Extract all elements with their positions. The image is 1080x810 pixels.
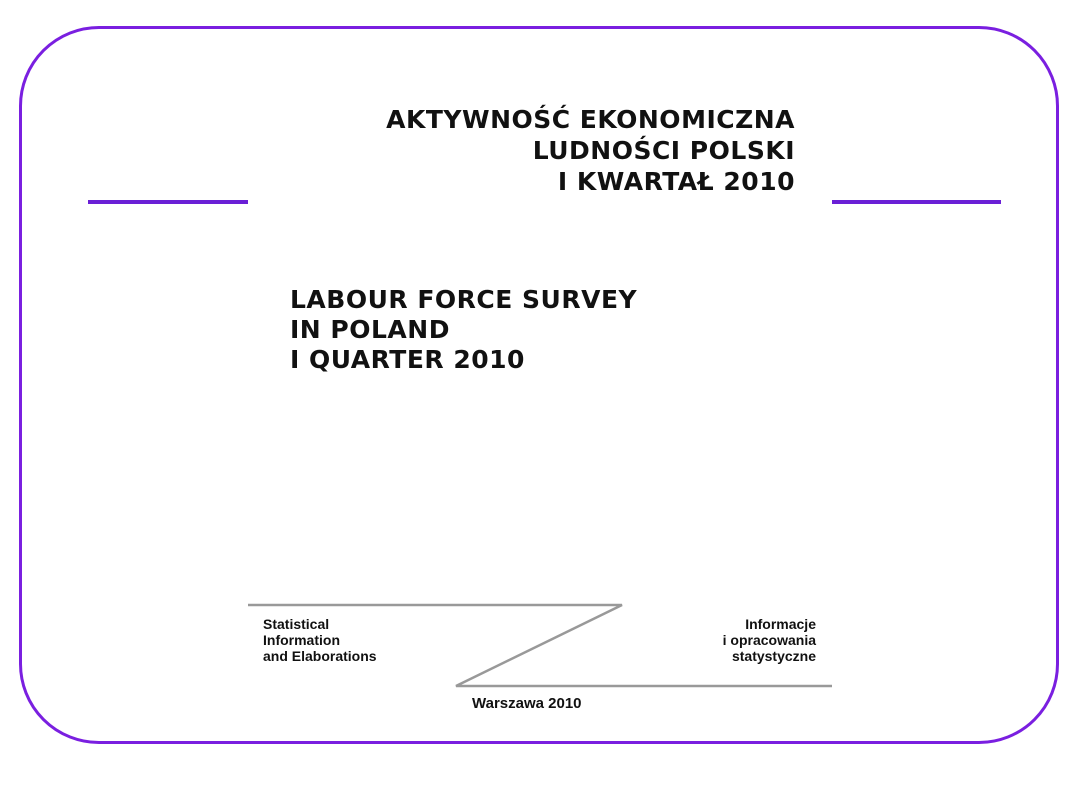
- place-and-year: Warszawa 2010: [472, 695, 582, 712]
- series-en-line-2: Information: [263, 632, 340, 648]
- series-en-line-3: and Elaborations: [263, 648, 377, 664]
- polish-title: [386, 104, 795, 197]
- english-title: [290, 285, 637, 375]
- english-title-line-3: I QUARTER 2010: [290, 345, 525, 374]
- right-purple-rule: [832, 200, 1001, 204]
- english-title-line-2: IN POLAND: [290, 315, 450, 344]
- polish-title-line-2: LUDNOŚCI POLSKI: [532, 136, 795, 165]
- series-pl-line-1: Informacje: [745, 616, 816, 632]
- series-en-line-1: Statistical: [263, 616, 330, 632]
- polish-title-line-3: I KWARTAŁ 2010: [557, 167, 795, 196]
- series-name-polish: [723, 616, 816, 664]
- english-title-line-1: LABOUR FORCE SURVEY: [290, 285, 638, 314]
- series-pl-line-2: i opracowania: [722, 632, 816, 648]
- series-name-english: [263, 616, 377, 664]
- polish-title-line-1: AKTYWNOŚĆ EKONOMICZNA: [386, 105, 795, 134]
- series-pl-line-3: statystyczne: [731, 648, 816, 664]
- left-purple-rule: [88, 200, 248, 204]
